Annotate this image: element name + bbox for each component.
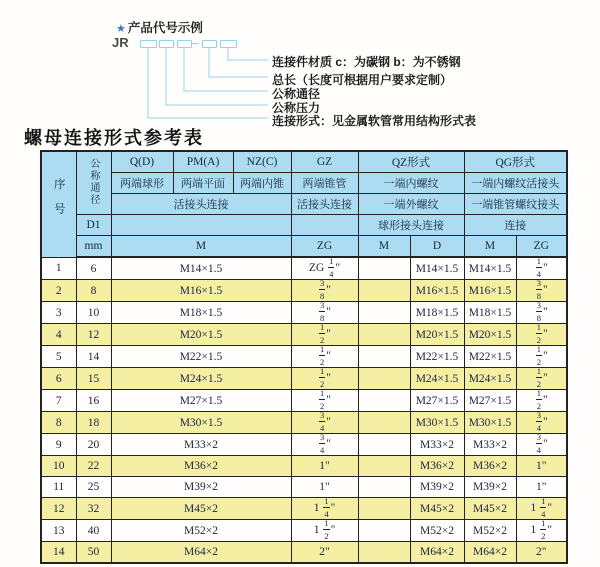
cell-qg_zg: 1 $\frac{1}{2}$ " — [516, 520, 567, 542]
cell-qg_zg: $\frac{1}{4}$ " — [516, 257, 567, 280]
cell-qg_zg: 1" — [516, 456, 567, 477]
header-col-gz: GZ — [291, 151, 358, 173]
diagram-label-pressure: 公称压力 — [272, 101, 321, 115]
cell-qz_d: M14×1.5 — [410, 257, 464, 280]
cell-gz: $\frac{3}{8}$ " — [291, 280, 358, 302]
table-title: 螺母连接形式参考表 — [24, 128, 204, 149]
table-row — [41, 520, 567, 542]
cell-qz_m — [358, 280, 410, 302]
cell-dn: 22 — [76, 456, 111, 477]
cell-qz_m — [358, 368, 410, 390]
cell-qz_d: M52×2 — [410, 520, 464, 542]
cell-dn: 10 — [76, 302, 111, 324]
cell-qz_m — [358, 257, 410, 280]
cell-qz_d: M30×1.5 — [410, 412, 464, 434]
table-row — [41, 390, 567, 412]
table-row — [41, 456, 567, 477]
cell-seq: 1 — [41, 257, 76, 280]
cell-qz_d: M45×2 — [410, 498, 464, 520]
cell-qg_m: M20×1.5 — [464, 324, 516, 346]
cell-qg_m: M18×1.5 — [464, 302, 516, 324]
table-row — [41, 368, 567, 390]
cell-seq: 4 — [41, 324, 76, 346]
cell-qz_m — [358, 498, 410, 520]
header-sub-gz: 两端锥管 — [291, 173, 358, 194]
code-dash — [192, 43, 199, 44]
header-ext-thread-qz: 一端外螺纹 — [358, 194, 464, 215]
cell-gz: $\frac{1}{2}$ " — [291, 390, 358, 412]
table-body — [41, 257, 567, 563]
cell-qg_m: M24×1.5 — [464, 368, 516, 390]
header-sub-qd: 两端球形 — [111, 173, 173, 194]
diagram-label-connection: 连接形式：见金属软管常用结构形式表 — [272, 114, 477, 128]
header-unit-gz: ZG — [291, 236, 358, 258]
cell-qg_zg: $\frac{3}{4}$ " — [516, 434, 567, 456]
cell-qz_d: M27×1.5 — [410, 390, 464, 412]
nut-connection-table — [40, 150, 568, 564]
cell-qg_zg: $\frac{1}{2}$ " — [516, 390, 567, 412]
cell-dn: 12 — [76, 324, 111, 346]
star-icon: ★ — [116, 23, 126, 35]
table-row — [41, 324, 567, 346]
cell-qz_m — [358, 324, 410, 346]
cell-m: M36×2 — [111, 456, 291, 477]
code-box-3 — [177, 40, 192, 48]
cell-qg_zg: $\frac{3}{8}$ " — [516, 302, 567, 324]
cell-dn: 25 — [76, 477, 111, 498]
cell-gz: $\frac{3}{4}$ " — [291, 434, 358, 456]
code-prefix: JR — [112, 35, 129, 50]
diagram-label-length: 总长（长度可根据用户要求定制） — [272, 73, 453, 87]
header-unit-qg-m: M — [464, 236, 516, 258]
cell-seq: 6 — [41, 368, 76, 390]
header-col-qd: Q(D) — [111, 151, 173, 173]
header-sub-qz: 一端内螺纹 — [358, 173, 464, 194]
cell-seq: 9 — [41, 434, 76, 456]
cell-gz: ZG $\frac{1}{4}$ " — [291, 257, 358, 280]
cell-qg_zg: $\frac{3}{8}$ " — [516, 280, 567, 302]
header-unit-qz-m: M — [358, 236, 410, 258]
cell-dn: 18 — [76, 412, 111, 434]
cell-qg_zg: $\frac{1}{2}$ " — [516, 324, 567, 346]
cell-dn: 50 — [76, 542, 111, 564]
cell-m: M14×1.5 — [111, 257, 291, 280]
cell-gz: 1 $\frac{1}{4}$ " — [291, 498, 358, 520]
cell-qz_m — [358, 456, 410, 477]
header-sub-qg: 一端内螺纹活接头 — [464, 173, 567, 194]
header-unit-qg-zg: ZG — [516, 236, 567, 258]
header-ball-joint-qz: 球形接头连接 — [358, 215, 464, 236]
cell-m: M52×2 — [111, 520, 291, 542]
table-row — [41, 477, 567, 498]
cell-qg_m: M39×2 — [464, 477, 516, 498]
cell-m: M33×2 — [111, 434, 291, 456]
cell-qg_zg: $\frac{1}{2}$ " — [516, 346, 567, 368]
cell-qg_zg: 1 $\frac{1}{4}$ " — [516, 498, 567, 520]
header-col-nzc: NZ(C) — [233, 151, 291, 173]
cell-gz: $\frac{1}{2}$ " — [291, 368, 358, 390]
table-row — [41, 412, 567, 434]
table-row — [41, 542, 567, 564]
cell-gz: 2" — [291, 542, 358, 564]
table-row — [41, 346, 567, 368]
cell-qg_m: M45×2 — [464, 498, 516, 520]
cell-qz_d: M64×2 — [410, 542, 464, 564]
code-box-2 — [159, 40, 174, 48]
diagram-label-diameter: 公称通径 — [272, 87, 321, 101]
header-blank-gz — [291, 215, 358, 236]
cell-qg_m: M33×2 — [464, 434, 516, 456]
cell-qz_d: M24×1.5 — [410, 368, 464, 390]
cell-dn: 16 — [76, 390, 111, 412]
cell-qz_d: M33×2 — [410, 434, 464, 456]
header-sub-pma: 两端平面 — [173, 173, 233, 194]
cell-qg_m: M14×1.5 — [464, 257, 516, 280]
cell-qg_m: M30×1.5 — [464, 412, 516, 434]
cell-qz_m — [358, 390, 410, 412]
cell-qz_d: M36×2 — [410, 456, 464, 477]
header-connect-qg: 连接 — [464, 215, 567, 236]
diagram-label-material: 连接件材质 c：为碳钢 b：为不锈钢 — [272, 55, 461, 69]
header-union-left: 活接头连接 — [111, 194, 291, 215]
header-unit-m: M — [111, 236, 291, 258]
cell-seq: 11 — [41, 477, 76, 498]
diagram-title-text: 产品代号示例 — [127, 21, 203, 35]
cell-qz_d: M39×2 — [410, 477, 464, 498]
cell-m: M22×1.5 — [111, 346, 291, 368]
cell-dn: 8 — [76, 280, 111, 302]
cell-dn: 14 — [76, 346, 111, 368]
header-unit-qz-d: D — [410, 236, 464, 258]
cell-qg_m: M52×2 — [464, 520, 516, 542]
cell-seq: 2 — [41, 280, 76, 302]
cell-seq: 13 — [41, 520, 76, 542]
header-dn: 公称通径 — [76, 151, 111, 215]
table-row — [41, 302, 567, 324]
cell-gz: 1" — [291, 477, 358, 498]
cell-m: M24×1.5 — [111, 368, 291, 390]
code-box-1 — [140, 40, 157, 48]
cell-qg_m: M36×2 — [464, 456, 516, 477]
cell-qz_d: M18×1.5 — [410, 302, 464, 324]
code-box-5 — [220, 40, 237, 48]
cell-qg_m: M27×1.5 — [464, 390, 516, 412]
cell-qz_m — [358, 520, 410, 542]
cell-seq: 5 — [41, 346, 76, 368]
table-row — [41, 257, 567, 280]
cell-seq: 10 — [41, 456, 76, 477]
cell-qz_d: M20×1.5 — [410, 324, 464, 346]
code-box-4 — [202, 40, 217, 48]
cell-gz: $\frac{1}{2}$ " — [291, 324, 358, 346]
cell-qg_zg: 1" — [516, 477, 567, 498]
cell-gz: 1 $\frac{1}{2}$ " — [291, 520, 358, 542]
cell-m: M64×2 — [111, 542, 291, 564]
cell-gz: $\frac{3}{8}$ " — [291, 302, 358, 324]
table-row — [41, 434, 567, 456]
cell-dn: 20 — [76, 434, 111, 456]
cell-qz_m — [358, 434, 410, 456]
cell-dn: 15 — [76, 368, 111, 390]
cell-seq: 7 — [41, 390, 76, 412]
cell-dn: 6 — [76, 257, 111, 280]
header-sub-nzc: 两端内锥 — [233, 173, 291, 194]
header-col-qz: QZ形式 — [358, 151, 464, 173]
cell-m: M39×2 — [111, 477, 291, 498]
cell-gz: $\frac{1}{2}$ " — [291, 346, 358, 368]
header-mm: mm — [76, 236, 111, 258]
cell-seq: 12 — [41, 498, 76, 520]
header-col-qg: QG形式 — [464, 151, 567, 173]
cell-dn: 40 — [76, 520, 111, 542]
cell-m: M18×1.5 — [111, 302, 291, 324]
cell-qg_m: M16×1.5 — [464, 280, 516, 302]
cell-gz: 1" — [291, 456, 358, 477]
header-d1: D1 — [76, 215, 111, 236]
header-col-pma: PM(A) — [173, 151, 233, 173]
cell-seq: 14 — [41, 542, 76, 564]
cell-qz_m — [358, 477, 410, 498]
header-blank-left — [111, 215, 291, 236]
cell-qz_m — [358, 302, 410, 324]
cell-seq: 8 — [41, 412, 76, 434]
cell-qz_d: M22×1.5 — [410, 346, 464, 368]
cell-m: M45×2 — [111, 498, 291, 520]
cell-m: M20×1.5 — [111, 324, 291, 346]
cell-qz_m — [358, 412, 410, 434]
cell-qg_zg: $\frac{1}{2}$ " — [516, 368, 567, 390]
table-row — [41, 280, 567, 302]
cell-qg_zg: $\frac{3}{4}$ " — [516, 412, 567, 434]
header-union-gz: 活接头连接 — [291, 194, 358, 215]
product-code-diagram — [0, 0, 600, 130]
header-taper-joint-qg: 一端锥管螺纹接头 — [464, 194, 567, 215]
cell-m: M16×1.5 — [111, 280, 291, 302]
table-row — [41, 498, 567, 520]
cell-dn: 32 — [76, 498, 111, 520]
cell-seq: 3 — [41, 302, 76, 324]
table-header — [41, 151, 567, 257]
cell-m: M30×1.5 — [111, 412, 291, 434]
cell-qg_m: M64×2 — [464, 542, 516, 564]
header-seq: 序号 — [41, 151, 76, 257]
cell-qg_zg: 2" — [516, 542, 567, 564]
cell-qg_m: M22×1.5 — [464, 346, 516, 368]
cell-gz: $\frac{3}{4}$ " — [291, 412, 358, 434]
cell-qz_m — [358, 542, 410, 564]
cell-m: M27×1.5 — [111, 390, 291, 412]
cell-qz_m — [358, 346, 410, 368]
cell-qz_d: M16×1.5 — [410, 280, 464, 302]
